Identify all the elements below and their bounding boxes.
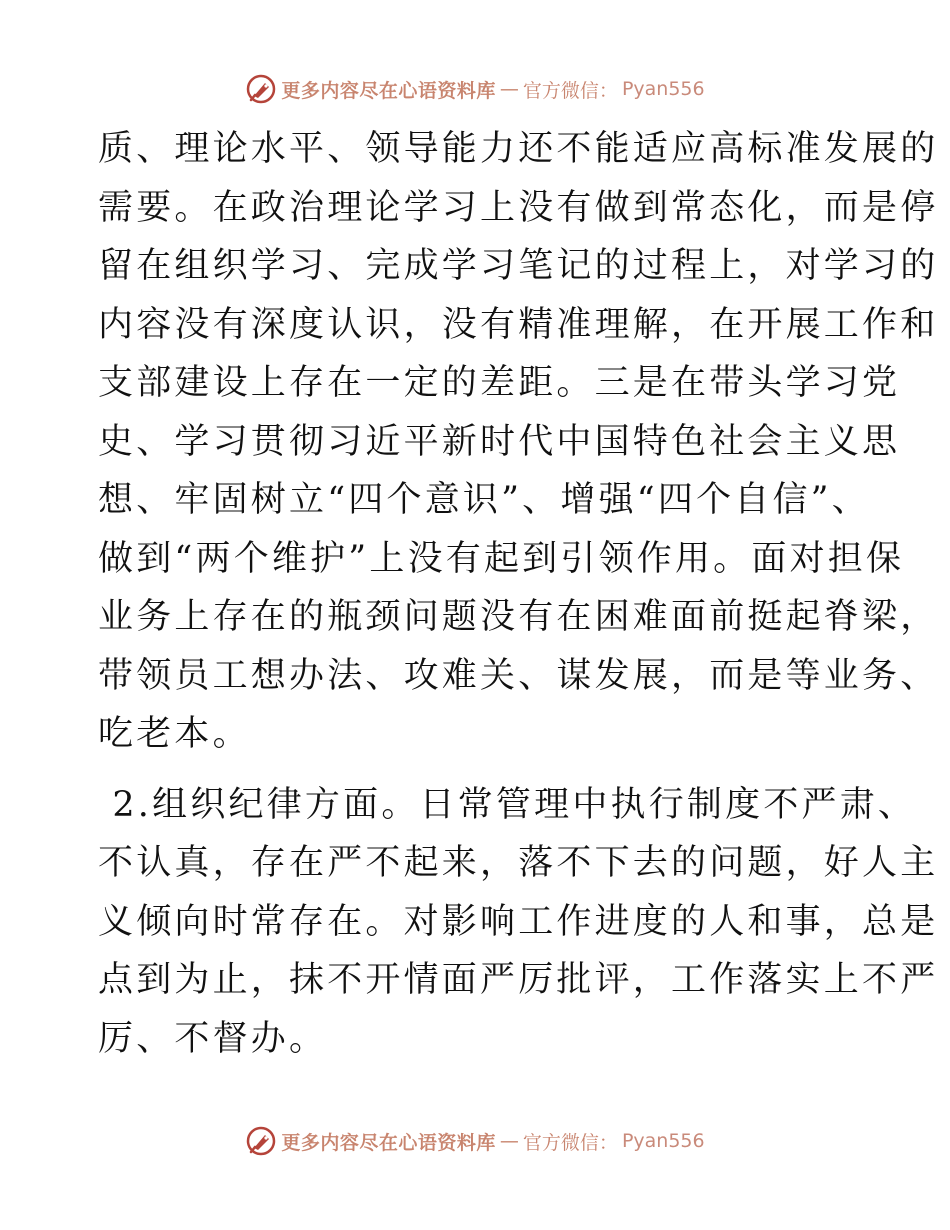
watermark-wechat-id: Pyan556	[621, 1130, 705, 1152]
text-line: 做到“两个维护”上没有起到引领作用。面对担保	[98, 538, 905, 579]
watermark-separator: —	[499, 78, 519, 100]
watermark-contact-label: 官方微信：	[522, 1131, 618, 1154]
watermark-contact-label: 官方微信：	[522, 79, 618, 102]
footer-watermark	[0, 1124, 950, 1158]
header-watermark	[0, 72, 950, 106]
watermark-brand: 更多内容尽在心语资料库	[281, 79, 496, 102]
text-line: 留在组织学习、完成学习笔记的过程上，对学习的	[98, 246, 939, 286]
document-body	[98, 120, 939, 1068]
paragraph-organizational-discipline	[98, 776, 939, 1069]
text-line: 需要。在政治理论学习上没有做到常态化，而是停	[98, 187, 939, 228]
pen-nib-logo-icon	[245, 1125, 277, 1157]
watermark-separator: —	[499, 1130, 519, 1152]
watermark-brand: 更多内容尽在心语资料库	[281, 1131, 496, 1154]
text-line: 吃老本。	[98, 714, 251, 754]
text-line: 带领员工想办法、攻难关、谋发展，而是等业务、	[98, 655, 939, 696]
text-line: 业务上存在的瓶颈问题没有在困难面前挺起脊梁，	[98, 597, 939, 637]
text-line: 不认真，存在严不起来，落不下去的问题，好人主	[98, 843, 939, 883]
text-line: 2.组织纪律方面。日常管理中执行制度不严肃、	[98, 784, 917, 825]
paragraph-continuation	[98, 120, 939, 764]
text-line: 内容没有深度认识，没有精准理解，在开展工作和	[98, 304, 939, 345]
text-line: 厉、不督办。	[98, 1018, 328, 1059]
pen-nib-logo-icon	[245, 73, 277, 105]
text-line: 义倾向时常存在。对影响工作进度的人和事，总是	[98, 901, 939, 942]
text-line: 支部建设上存在一定的差距。三是在带头学习党	[98, 363, 901, 403]
text-line: 史、学习贯彻习近平新时代中国特色社会主义思	[98, 421, 901, 462]
text-line: 想、牢固树立“四个意识”、增强“四个自信”、	[98, 480, 870, 520]
watermark-wechat-id: Pyan556	[621, 78, 705, 100]
text-line: 质、理论水平、领导能力还不能适应高标准发展的	[98, 129, 939, 169]
text-line: 点到为止，抹不开情面严厉批评，工作落实上不严	[98, 960, 939, 1000]
